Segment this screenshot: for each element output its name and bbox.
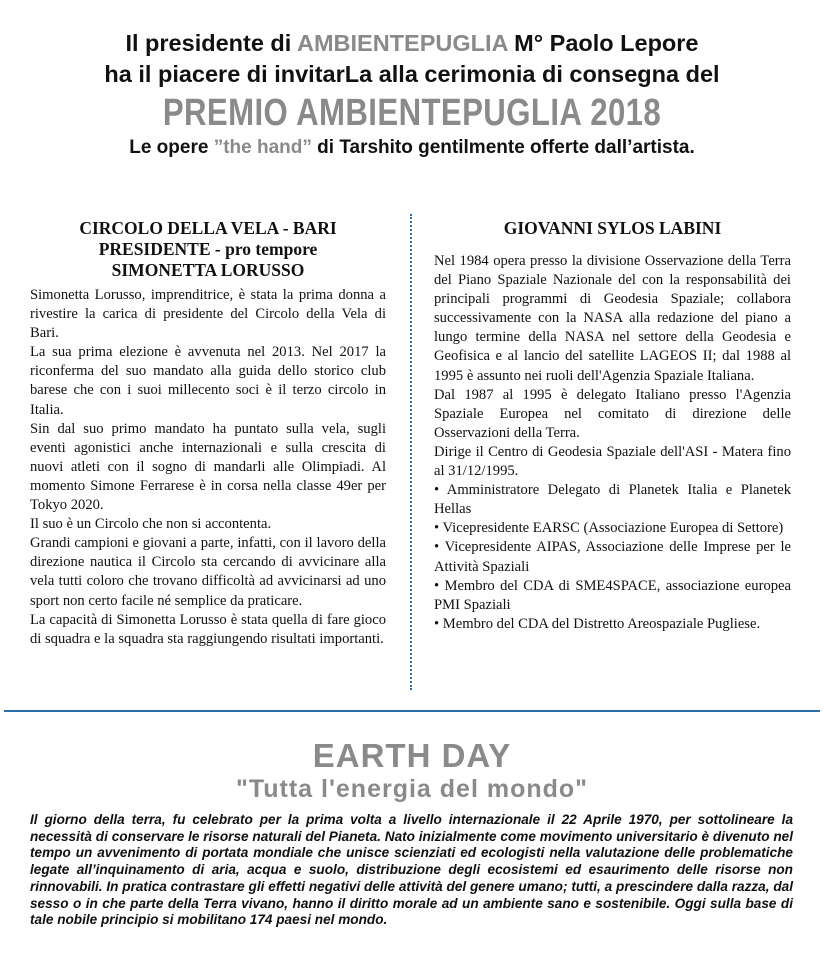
left-paragraph: La sua prima elezione è avvenuta nel 2013. Nel 2017 la riconferma del suo mandato alla guida dello storico club barese che con i suoi millecento soci è il terzo circolo in Italia. — [30, 344, 386, 418]
right-paragraph: Dirige il Centro di Geodesia Spaziale dell'ASI - Matera fino al 31/12/1995. — [434, 443, 791, 480]
artworks-line — [0, 135, 824, 161]
section-divider — [4, 710, 820, 712]
left-column-heading — [30, 218, 386, 281]
president-line — [0, 28, 824, 59]
president-line-suffix: M° Paolo Lepore — [507, 30, 699, 56]
artworks-line-prefix: Le opere — [129, 137, 214, 158]
earth-day-subtitle: "Tutta l'energia del mondo" — [235, 775, 589, 803]
invitation-header — [0, 28, 824, 161]
right-column-body — [434, 252, 791, 634]
right-bullet: • Membro del CDA di SME4SPACE, associazione europea PMI Spaziali — [434, 577, 791, 613]
left-heading-line-2: PRESIDENTE - pro tempore — [98, 239, 318, 259]
award-title: PREMIO AMBIENTEPUGLIA 2018 — [162, 92, 662, 134]
left-column-body — [30, 286, 386, 649]
right-bullet: • Membro del CDA del Distretto Areospaziale Pugliese. — [434, 615, 761, 632]
right-column-sylos-labini — [434, 218, 791, 634]
left-paragraph: Il suo è un Circolo che non si accontenta. — [30, 516, 272, 533]
invitation-line: ha il piacere di invitarLa alla cerimonia di consegna del — [104, 61, 720, 87]
right-paragraph: Dal 1987 al 1995 è delegato Italiano presso l'Agenzia Spaziale Europea nel comitato di direzione delle Osservazioni della Terra. — [434, 386, 791, 441]
left-paragraph: Simonetta Lorusso, imprenditrice, è stata la prima donna a rivestire la carica di presidente del Circolo della Vela di Bari. — [30, 287, 386, 342]
column-divider — [410, 214, 412, 690]
right-paragraph: Nel 1984 opera presso la divisione Osservazione della Terra del Piano Spaziale Nazionale del con la responsabilità dei principali programmi di Geodesia Spaziale; collabora successivamente con la NASA alla redazione del piano a lungo termine della NASA nel settore della Geodesia e Geofisica e al lancio del satellite LAGEOS II; dal 1988 al 1995 è assunto nei ruoli dell'Agenzia Spaziale Italiana. — [434, 253, 791, 384]
president-line-prefix: Il presidente di — [125, 30, 297, 56]
right-column-heading: GIOVANNI SYLOS LABINI — [503, 218, 722, 238]
artworks-line-suffix: di Tarshito gentilmente offerte dall’artista. — [311, 137, 695, 158]
right-bullet: • Amministratore Delegato di Planetek Italia e Planetek Hellas — [434, 482, 791, 518]
right-bullet: • Vicepresidente AIPAS, Associazione delle Imprese per le Attività Spaziali — [434, 539, 791, 575]
earth-day-header — [0, 738, 824, 804]
right-bullet: • Vicepresidente EARSC (Associazione Europea di Settore) — [434, 520, 784, 537]
left-paragraph: Grandi campioni e giovani a parte, infatti, con il lavoro della direzione nautica il Circolo sta cercando di avvicinare alla vela tutti coloro che trovano difficoltà ad avvicinarsi ad uno sport non certo facile né semplice da praticare. — [30, 535, 386, 609]
left-column-lorusso — [30, 218, 386, 649]
earth-day-title: EARTH DAY — [312, 737, 512, 774]
brand-name: AMBIENTEPUGLIA — [296, 30, 508, 56]
left-heading-line-1: CIRCOLO DELLA VELA - BARI — [79, 218, 337, 238]
earth-day-text: Il giorno della terra, fu celebrato per la prima volta a livello internazionale il 22 Aprile 1970, per sottolineare la necessità di conservare le risorse naturali del Pianeta. Nato inizialmente come movimento universitario è divenuto nel tempo un avvenimento di portata mondiale che unisce scienziati ed ecologisti nella valutazione delle problematiche legate all’inquinamento di aria, acqua e suolo, distribuzione degli ecosistemi ed esaurimento delle risorse non rinnovabili. In pratica contrastare gli effetti negativi delle attività del genere umano; tutti, a prescindere dalla razza, dal sesso o in che parte della Terra vivano, hanno il diritto morale ad un ambiente sano e sostenibile. Oggi sulla base di tale nobile principio si mobilitano 174 paesi nel mondo. — [30, 812, 793, 928]
left-heading-line-3: SIMONETTA LORUSSO — [111, 260, 305, 280]
left-paragraph: Sin dal suo primo mandato ha puntato sulla vela, sugli eventi agonistici anche internazionali e sulla crescita di nuovi atleti con il sogno di mandarli alle Olimpiadi. Al momento Simone Ferrarese è in corsa nella classe 49er per Tokyo 2020. — [30, 420, 386, 514]
left-paragraph: La capacità di Simonetta Lorusso è stata quella di fare gioco di squadra e la squadra sta raggiungendo risultati importanti. — [30, 611, 386, 647]
artwork-name: ”the hand” — [213, 137, 312, 158]
